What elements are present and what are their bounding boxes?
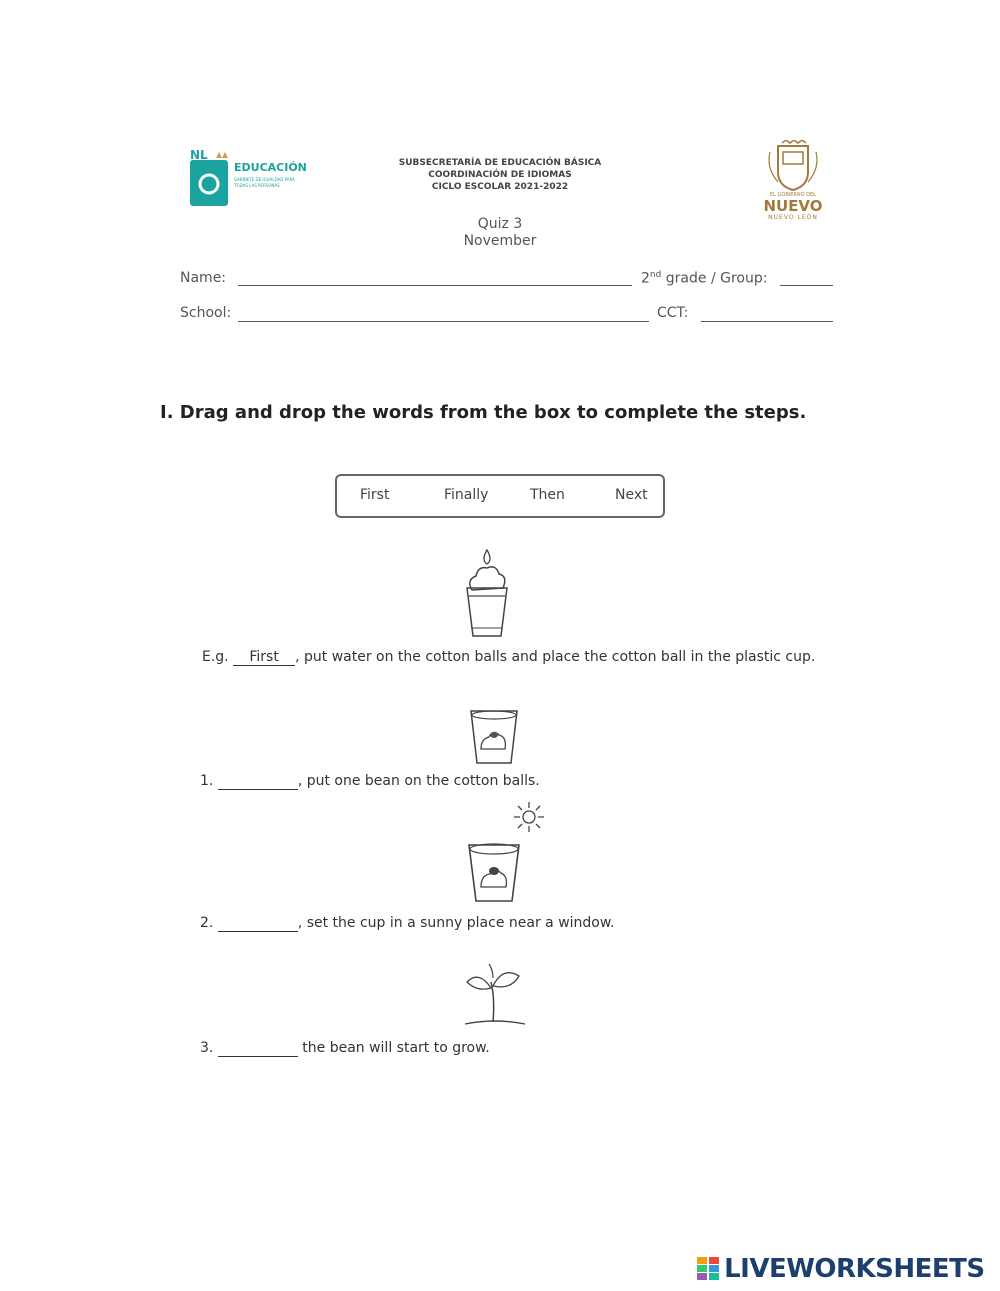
step-text: the bean will start to grow. — [297, 1040, 490, 1056]
word-first[interactable]: First — [360, 487, 390, 503]
sun-icon — [513, 801, 545, 833]
cct-field[interactable] — [701, 321, 833, 322]
word-finally[interactable]: Finally — [444, 487, 489, 503]
office-heading — [360, 157, 640, 193]
office-line: SUBSECRETARÍA DE EDUCACIÓN BÁSICA — [398, 158, 602, 168]
school-label: School: — [180, 305, 232, 321]
education-tagline: GABINETE DE IGUALDAD PARA TODAS LAS PERSONAS — [234, 177, 295, 188]
cct-label: CCT: — [657, 305, 689, 321]
step-3 — [200, 1040, 490, 1057]
bean-cup-icon — [467, 707, 523, 767]
name-label: Name: — [180, 270, 227, 286]
example-step — [202, 649, 815, 666]
word-then[interactable]: Then — [530, 487, 565, 503]
sunny-cup-icon — [465, 839, 525, 905]
government-caption: EL GOBIERNO DEL — [770, 192, 816, 198]
cotton-cup-icon — [462, 548, 512, 640]
step-number: 2. — [200, 915, 214, 931]
quiz-title: Quiz 3 — [477, 216, 523, 232]
word-next[interactable]: Next — [615, 487, 648, 503]
group-field[interactable] — [780, 285, 833, 286]
office-line: CICLO ESCOLAR 2021-2022 — [431, 182, 569, 192]
name-field[interactable] — [238, 285, 632, 286]
education-mark: NL — [190, 148, 208, 162]
education-name: EDUCACIÓN — [234, 161, 307, 174]
step-3-blank[interactable] — [218, 1040, 298, 1057]
step-number: 1. — [200, 773, 214, 789]
watermark-text: LIVEWORKSHEETS — [724, 1254, 985, 1284]
example-prefix: E.g. — [202, 649, 229, 665]
coat-of-arms-icon — [756, 140, 830, 192]
government-subname: NUEVO LEÓN — [768, 214, 818, 221]
step-1-blank[interactable] — [218, 773, 298, 790]
step-text: , set the cup in a sunny place near a window. — [297, 915, 615, 931]
example-text: , put water on the cotton balls and place the cotton ball in the plastic cup. — [295, 649, 816, 665]
government-name: NUEVO — [763, 197, 823, 215]
step-2 — [200, 915, 614, 932]
step-text: , put one bean on the cotton balls. — [297, 773, 540, 789]
step-number: 3. — [200, 1040, 214, 1056]
quiz-month: November — [463, 233, 537, 249]
quiz-heading — [400, 216, 600, 250]
sprout-icon — [463, 958, 527, 1028]
step-1 — [200, 773, 540, 790]
instruction-heading: I. Drag and drop the words from the box to complete the steps. — [160, 402, 807, 423]
liveworksheets-blocks-icon — [697, 1257, 719, 1281]
liveworksheets-watermark — [697, 1254, 985, 1286]
step-2-blank[interactable] — [218, 915, 298, 932]
education-logo — [188, 148, 318, 212]
office-line: COORDINACIÓN DE IDIOMAS — [428, 170, 572, 180]
example-answer-blank: First — [233, 649, 295, 666]
government-logo — [756, 140, 830, 222]
school-field[interactable] — [238, 321, 649, 322]
grade-label: 2nd grade / Group: — [641, 270, 768, 287]
